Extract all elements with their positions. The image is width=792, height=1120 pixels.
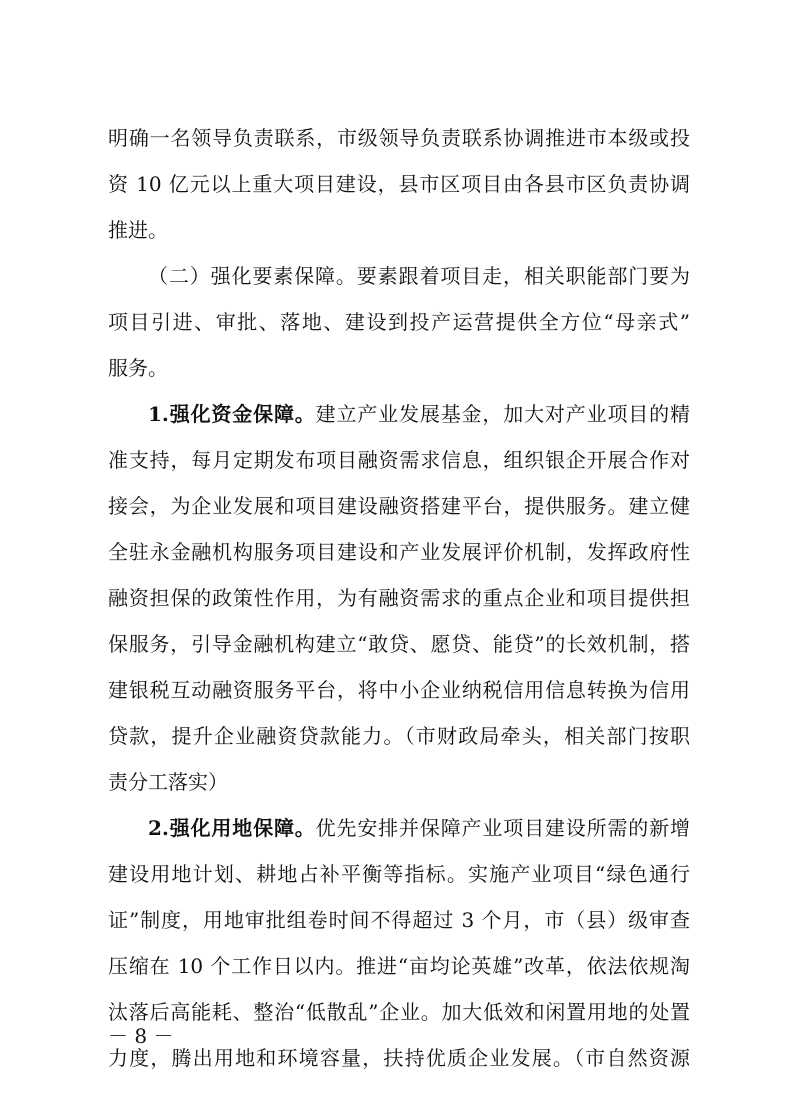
- text-line: 保服务，引导金融机构建立“敢贷、愿贷、能贷”的长效机制，搭: [108, 632, 690, 656]
- text-line: 融资担保的政策性作用，为有融资需求的重点企业和项目提供担: [108, 586, 690, 610]
- line-text: 优先安排并保障产业项目建设所需的新增: [315, 816, 690, 840]
- text-line: 建设用地计划、耕地占补平衡等指标。实施产业项目“绿色通行: [108, 862, 690, 886]
- text-line: 责分工落实）: [108, 770, 228, 794]
- text-line: 接会，为企业发展和项目建设融资搭建平台，提供服务。建立健: [108, 494, 690, 518]
- text-line: 证”制度，用地审批组卷时间不得超过 3 个月，市（县）级审查: [108, 908, 690, 932]
- text-line: 力度，腾出用地和环境容量，扶持优质企业发展。（市自然资源: [108, 1046, 690, 1070]
- item-heading: 1.强化资金保障。: [148, 402, 316, 426]
- line-text: 建立产业发展基金，加大对产业项目的精: [315, 402, 690, 426]
- text-line: [108, 805, 690, 851]
- paragraph-land-guarantee: [108, 805, 690, 1081]
- text-line: 项目引进、审批、落地、建设到投产运营提供全方位“母亲式”: [108, 310, 690, 334]
- page-number: － 8 －: [108, 1024, 174, 1048]
- text-line: 全驻永金融机构服务项目建设和产业发展评价机制，发挥政府性: [108, 540, 690, 564]
- item-heading: 2.强化用地保障。: [148, 816, 316, 840]
- paragraph-section-heading: [108, 253, 690, 391]
- body-text: [108, 115, 690, 1081]
- text-line: 准支持，每月定期发布项目融资需求信息，组织银企开展合作对: [108, 448, 690, 472]
- paragraph-funding-guarantee: [108, 391, 690, 805]
- text-line: [108, 391, 690, 437]
- text-line: 资 10 亿元以上重大项目建设，县市区项目由各县市区负责协调: [108, 172, 690, 196]
- text-line: （二）强化要素保障。要素跟着项目走，相关职能部门要为: [148, 264, 690, 288]
- paragraph-continued: [108, 115, 690, 253]
- text-line: 建银税互动融资服务平台，将中小企业纳税信用信息转换为信用: [108, 678, 690, 702]
- text-line: 明确一名领导负责联系，市级领导负责联系协调推进市本级或投: [108, 126, 690, 150]
- text-line: 贷款，提升企业融资贷款能力。（市财政局牵头，相关部门按职: [108, 724, 690, 748]
- text-line: 压缩在 10 个工作日以内。推进“亩均论英雄”改革，依法依规淘: [108, 954, 690, 978]
- text-line: 推进。: [108, 218, 168, 242]
- text-line: 汰落后高能耗、整治“低散乱”企业。加大低效和闲置用地的处置: [108, 1000, 690, 1024]
- text-line: 服务。: [108, 356, 168, 380]
